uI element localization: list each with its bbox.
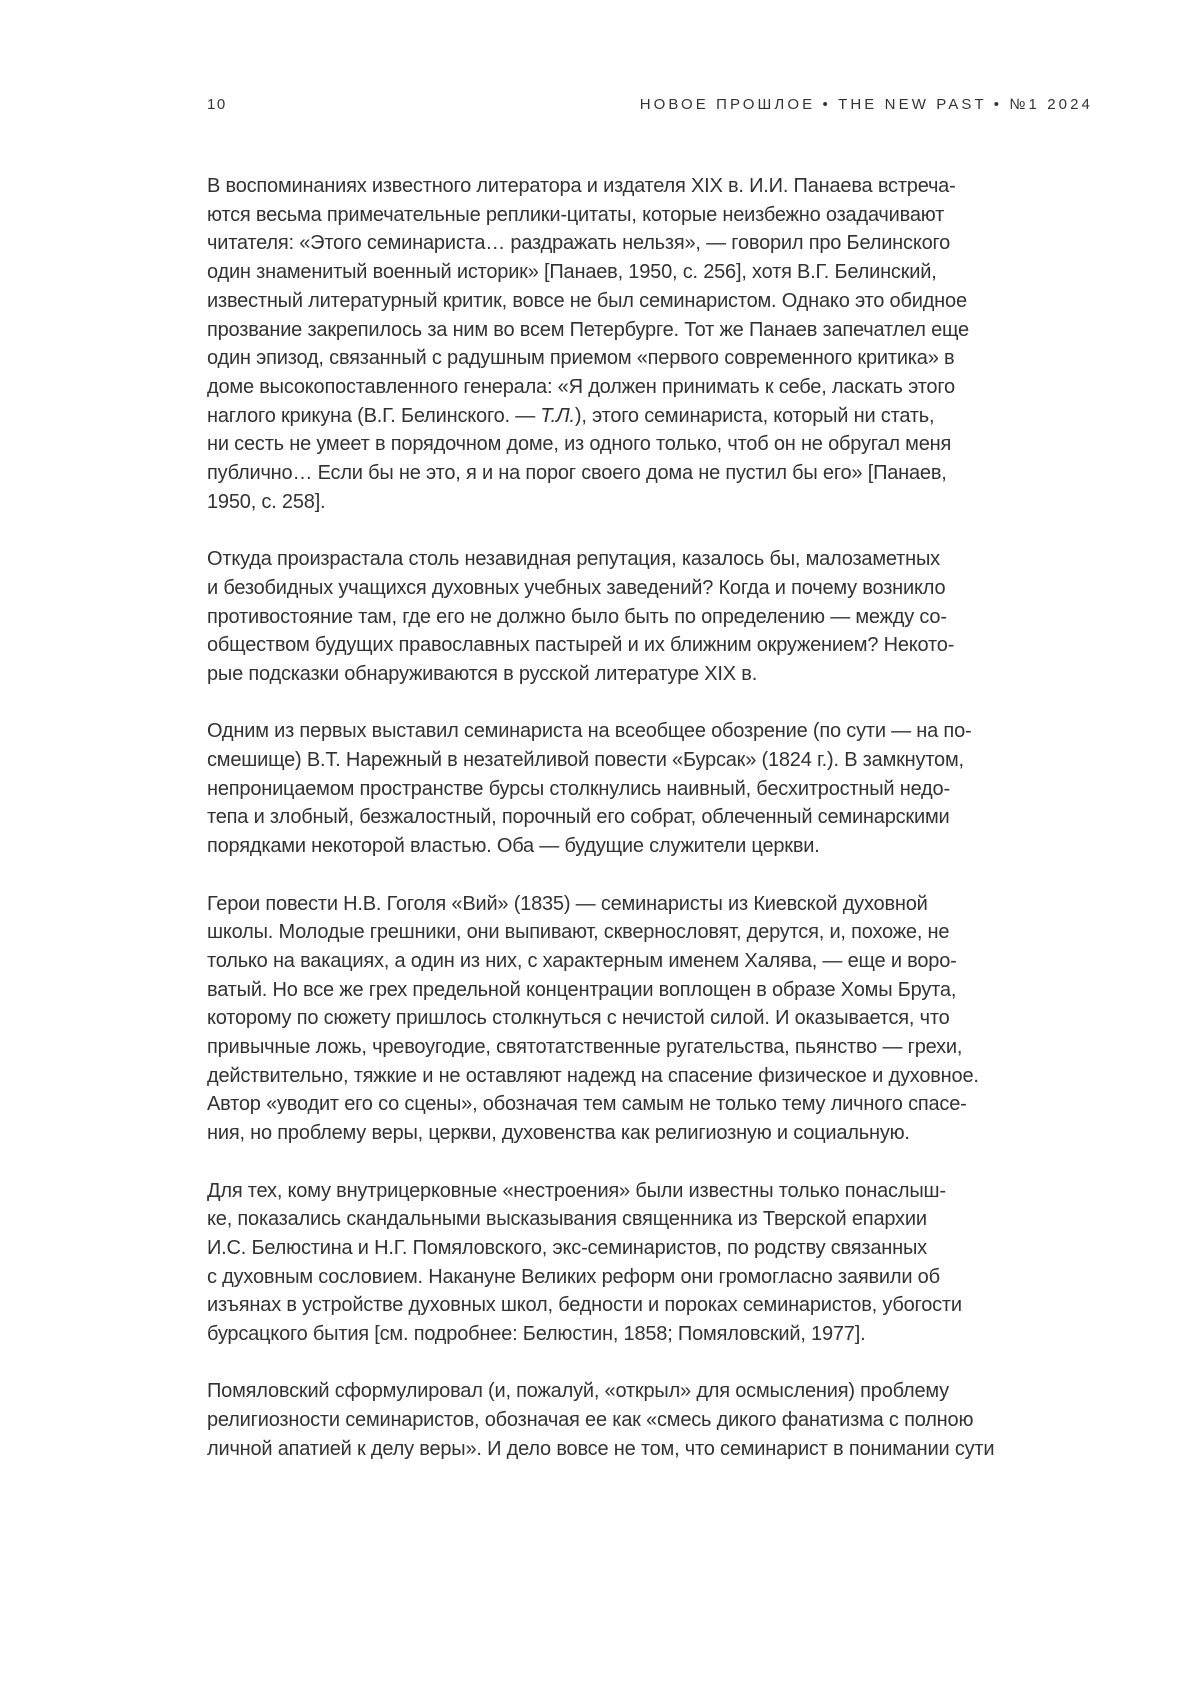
text-line (207, 459, 1097, 488)
text-line (207, 316, 1097, 345)
text-line (207, 1119, 1097, 1148)
text-line (207, 1435, 1097, 1464)
text-line (207, 287, 1097, 316)
text-segment: школы. Молодые грешники, они выпивают, сквернословят, дерутся, и, похоже, не (207, 921, 950, 944)
text-line (207, 201, 1097, 230)
text-segment: Помяловский сформулировал (и, пожалуй, «открыл» для осмысления) проблему (207, 1380, 949, 1403)
text-segment: противостояние там, где его не должно было быть по определению — между со- (207, 605, 947, 628)
text-line (207, 402, 1097, 431)
text-segment: с духовным сословием. Накануне Великих реформ они громогласно заявили об (207, 1265, 940, 1288)
paragraph (207, 545, 1097, 689)
text-segment: известный литературный критик, вовсе не был семинаристом. Однако это обидное (207, 289, 967, 312)
text-line (207, 1062, 1097, 1091)
text-segment: один эпизод, связанный с радушным приемом «первого современного критика» в (207, 347, 955, 370)
text-segment: непроницаемом пространстве бурсы столкнулись наивный, бесхитростный недо- (207, 777, 950, 800)
running-header (207, 96, 1093, 114)
text-line (207, 803, 1097, 832)
paragraph (207, 890, 1097, 1148)
text-line (207, 1377, 1097, 1406)
text-segment: действительно, тяжкие и не оставляют надежд на спасение физическое и духовное. (207, 1064, 979, 1087)
text-segment: ), этого семинариста, который ни стать, (574, 404, 935, 427)
text-line (207, 488, 1097, 517)
text-segment: ния, но проблему веры, церкви, духовенства как религиозную и социальную. (207, 1122, 910, 1145)
text-line (207, 344, 1097, 373)
text-segment: один знаменитый военный историк» [Панаев, 1950, с. 256], хотя В.Г. Белинский, (207, 261, 937, 284)
text-segment: бурсацкого бытия [см. подробнее: Белюстин, 1858; Помяловский, 1977]. (207, 1323, 866, 1346)
text-line (207, 258, 1097, 287)
text-line (207, 1291, 1097, 1320)
text-line (207, 660, 1097, 689)
text-segment: 1950, с. 258]. (207, 490, 326, 513)
text-segment: доме высокопоставленного генерала: «Я должен принимать к себе, ласкать этого (207, 375, 955, 398)
text-line (207, 1320, 1097, 1349)
text-segment: ни сесть не умеет в порядочном доме, из одного только, чтоб он не обругал меня (207, 433, 952, 456)
text-segment: изъянах в устройстве духовных школ, бедности и пороках семинаристов, убогости (207, 1294, 962, 1317)
text-segment: прозвание закрепилось за ним во всем Петербурге. Тот же Панаев запечатлел еще (207, 318, 969, 341)
text-segment: Откуда произрастала столь незавидная репутация, казалось бы, малозаметных (207, 548, 940, 571)
paragraph (207, 1177, 1097, 1349)
text-line (207, 832, 1097, 861)
article (207, 172, 1097, 1492)
text-line (207, 717, 1097, 746)
text-line (207, 947, 1097, 976)
text-line (207, 603, 1097, 632)
text-segment: смешище) В.Т. Нарежный в незатейливой повести «Бурсак» (1824 г.). В замкнутом, (207, 749, 964, 772)
text-line (207, 1004, 1097, 1033)
text-segment: Для тех, кому внутрицерковные «нестроения» были известны только понаслыш- (207, 1179, 946, 1202)
text-line (207, 1263, 1097, 1292)
text-line (207, 229, 1097, 258)
text-segment: порядками некоторой властью. Оба — будущие служители церкви. (207, 835, 820, 858)
text-segment: обществом будущих православных пастырей и их ближним окружением? Некото- (207, 634, 955, 657)
text-line (207, 775, 1097, 804)
paragraph (207, 717, 1097, 861)
text-segment: религиозности семинаристов, обозначая ее как «смесь дикого фанатизма с полною (207, 1409, 974, 1432)
text-segment: Герои повести Н.В. Гоголя «Вий» (1835) — семинаристы из Киевской духовной (207, 892, 928, 915)
text-segment: читателя: «Этого семинариста… раздражать нельзя», — говорил про Белинского (207, 232, 951, 255)
text-segment: ватый. Но все же грех предельной концентрации воплощен в образе Хомы Брута, (207, 978, 957, 1001)
text-line (207, 1234, 1097, 1263)
text-line (207, 746, 1097, 775)
text-line (207, 918, 1097, 947)
text-line (207, 430, 1097, 459)
text-line (207, 631, 1097, 660)
journal-title: НОВОЕ ПРОШЛОЕ • THE NEW PAST • №1 2024 (639, 96, 1093, 113)
text-segment: тепа и злобный, безжалостный, порочный его собрат, облеченный семинарскими (207, 806, 950, 829)
text-line (207, 1205, 1097, 1234)
text-line (207, 545, 1097, 574)
text-segment: В воспоминаниях известного литератора и издателя XIX в. И.И. Панаева встреча- (207, 175, 956, 197)
paragraph (207, 1377, 1097, 1463)
text-segment: привычные ложь, чревоугодие, святотатственные ругательства, пьянство — грехи, (207, 1036, 963, 1059)
text-line (207, 1033, 1097, 1062)
text-line (207, 1177, 1097, 1206)
text-segment: и безобидных учащихся духовных учебных заведений? Когда и почему возникло (207, 576, 946, 599)
text-segment: только на вакациях, а один из них, с характерным именем Халява, — еще и воро- (207, 949, 957, 972)
text-line (207, 890, 1097, 919)
text-segment: наглого крикуна (В.Г. Белинского. — (207, 404, 541, 427)
text-segment: Автор «уводит его со сцены», обозначая тем самым не только тему личного спасе- (207, 1093, 967, 1116)
text-segment: публично… Если бы не это, я и на порог своего дома не пустил бы его» [Панаев, (207, 462, 947, 485)
text-segment: ются весьма примечательные реплики-цитаты, которые неизбежно озадачивают (207, 203, 945, 226)
text-segment: личной апатией к делу веры». И дело вовсе не том, что семинарист в понимании сути (207, 1437, 995, 1460)
text-segment: которому по сюжету пришлось столкнуться с нечистой силой. И оказывается, что (207, 1007, 950, 1030)
text-line (207, 1406, 1097, 1435)
text-line (207, 172, 1097, 201)
text-segment: рые подсказки обнаруживаются в русской литературе XIX в. (207, 662, 758, 685)
page-number: 10 (207, 96, 227, 113)
text-segment: Т.Л. (540, 404, 575, 427)
text-line (207, 373, 1097, 402)
text-segment: И.С. Белюстина и Н.Г. Помяловского, экс-семинаристов, по родству связанных (207, 1236, 927, 1259)
text-line (207, 574, 1097, 603)
text-line (207, 976, 1097, 1005)
paragraph (207, 172, 1097, 516)
text-line (207, 1090, 1097, 1119)
text-segment: ке, показались скандальными высказывания священника из Тверской епархии (207, 1208, 927, 1231)
text-segment: Одним из первых выставил семинариста на всеобщее обозрение (по сути — на по- (207, 720, 972, 743)
